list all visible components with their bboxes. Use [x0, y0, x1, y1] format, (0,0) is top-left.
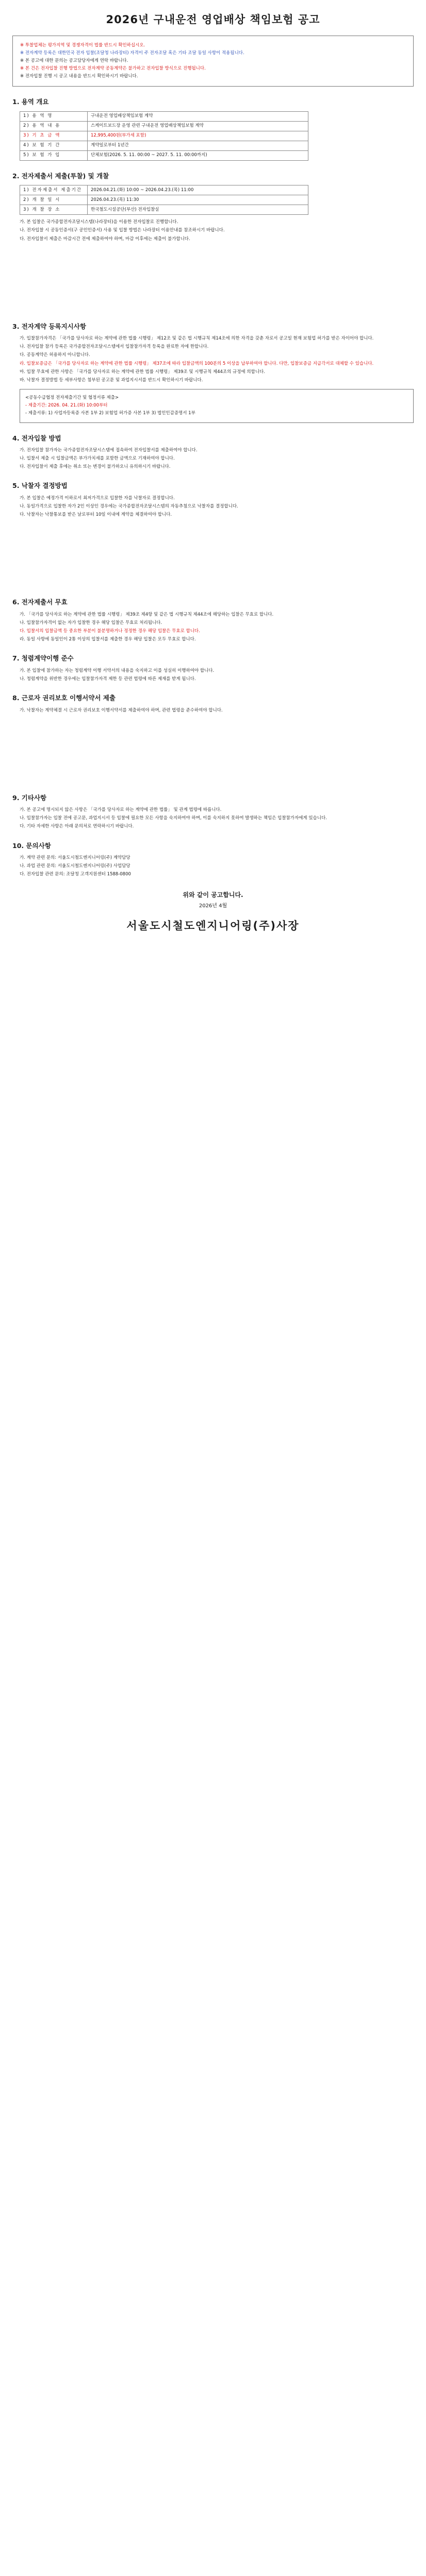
list-item: 나. 청렴계약을 위반한 경우에는 입찰참가자격 제한 등 관련 법령에 따른 제재를 받게 됩니다. — [20, 676, 196, 682]
list-item: 나. 동일가격으로 입찰한 자가 2인 이상인 경우에는 국가종합전자조달시스템의 자동추첨으로 낙찰자를 결정합니다. — [20, 504, 238, 510]
spacer — [0, 244, 426, 311]
page-title: 2026년 구내운전 영업배상 책임보험 공고 — [106, 13, 320, 26]
section-award — [12, 481, 414, 518]
spacer — [0, 520, 426, 587]
list-item: 다. 낙찰자는 낙찰통보를 받은 날로부터 10일 이내에 계약을 체결하여야 합니다. — [20, 512, 172, 518]
list-item: 가. 전자입찰 참가자는 국가종합전자조달시스템에 접속하여 전자입찰서를 제출하여야 합니다. — [20, 447, 198, 453]
row-value: 2026.04.23.(목) 11:30 — [88, 195, 308, 205]
consortium-box — [20, 389, 414, 423]
list-item: 가. 입찰참가자격은 「국가를 당사자로 하는 계약에 관한 법률 시행령」 제12조 및 같은 법 시행규칙 제14조에 의한 자격을 갖춘 자로서 공고일 현재 보험업 허가를 받은 자이어야 합니다. — [20, 336, 374, 342]
list-item: 라. 동일 사항에 동일인이 2통 이상의 입찰서를 제출한 경우 해당 입찰은 모두 무효로 합니다. — [20, 637, 196, 642]
row-key: 3) 개 찰 장 소 — [20, 205, 88, 215]
notice-line: ※ 본 공고에 대한 문의는 공고담당자에게 연락 바랍니다. — [20, 58, 128, 63]
list-item: 가. 본 공고에 명시되지 않은 사항은 「국가를 당사자로 하는 계약에 관한 법률」 및 관계 법령에 따릅니다. — [20, 807, 222, 813]
notice-line: ※ 전자계약 등록은 대한민국 전자 입찰(조달청 나라장터) 자격이 주 전자조달 혹은 기타 조달 동일 사항이 적용됩니다. — [20, 50, 244, 56]
section-body — [12, 447, 414, 471]
table-row — [20, 195, 308, 205]
list-item: 나. 전자입찰 참가 등록은 국가종합전자조달시스템에서 입찰참가자격 등록을 완료한 자에 한합니다. — [20, 344, 209, 350]
section-heading: 2. 전자제출서 제출(투찰) 및 개찰 — [12, 172, 109, 180]
signoff — [0, 890, 426, 934]
closing-statement: 위와 같이 공고합니다. — [183, 891, 243, 899]
row-value: 계약일로부터 1년간 — [88, 141, 308, 150]
row-key: 2) 용 역 내 용 — [20, 121, 88, 131]
notice-box — [12, 36, 414, 87]
row-value: 12,995,400원(부가세 포함) — [88, 131, 308, 141]
list-item: 다. 입찰서의 입찰금액 등 중요한 부분이 불분명하거나 정정한 경우 해당 입찰은 무효로 합니다. — [20, 629, 200, 634]
list-item: 가. 본 입찰에 참가하는 자는 청렴계약 이행 서약서의 내용을 숙지하고 이를 성실히 이행하여야 합니다. — [20, 668, 215, 673]
list-item: 나. 과업 관련 문의: 서울도시철도엔지니어링(주) 사업담당 — [20, 863, 130, 869]
section-heading: 9. 기타사항 — [12, 793, 47, 802]
list-item: 가. 낙찰자는 계약체결 시 근로자 권리보호 이행서약서를 제출하여야 하며, 관련 법령을 준수하여야 합니다. — [20, 707, 223, 713]
table-row — [20, 111, 308, 121]
list-item: 다. 전자입찰서 제출은 마감시간 전에 제출하여야 하며, 마감 이후에는 제출이 불가합니다. — [20, 236, 190, 242]
list-item: 가. 본 입찰은 국가종합전자조달시스템(나라장터)을 이용한 전자입찰로 진행합니다. — [20, 219, 178, 225]
announcement-date: 2026년 4월 — [199, 903, 227, 909]
section-heading: 8. 근로자 권리보호 이행서약서 제출 — [12, 694, 116, 702]
section-integrity — [12, 653, 414, 683]
row-value: 2026.04.21.(화) 10:00 ~ 2026.04.23.(목) 11:00 — [88, 185, 308, 195]
section-heading: 5. 낙찰자 결정방법 — [12, 482, 68, 490]
row-key: 1) 전자제출서 제출기간 — [20, 185, 88, 195]
row-key: 2) 개 찰 일 시 — [20, 195, 88, 205]
list-item: 다. 전자입찰서 제출 후에는 취소 또는 변경이 불가하오니 유의하시기 바랍니다. — [20, 464, 171, 470]
section-body — [12, 807, 414, 831]
list-item: 다. 전자입찰 관련 문의: 조달청 고객지원센터 1588-0800 — [20, 872, 131, 877]
row-key: 3) 기 초 금 액 — [20, 131, 88, 141]
section-heading: 1. 용역 개요 — [12, 98, 49, 106]
box-title: <공동수급협정 전자제출기간 및 협정서류 제출> — [25, 395, 119, 401]
table-row — [20, 131, 308, 141]
box-line: - 제출서류: 1) 사업자등록증 사본 1부 2) 보험업 허가증 사본 1부 3) 법인인감증명서 1부 — [25, 411, 195, 416]
section-body — [12, 219, 414, 243]
row-value: 구내운전 영업배상책임보험 계약 — [88, 111, 308, 121]
section-worker-rights — [12, 693, 414, 714]
row-value: 스케이트보드장 운영 관련 구내운전 영업배상책임보험 계약 — [88, 121, 308, 131]
section-body — [12, 335, 414, 384]
row-key: 1) 용 역 명 — [20, 111, 88, 121]
bid-schedule-table — [20, 185, 308, 215]
list-item: 마. 입찰 무효에 관한 사항은 「국가를 당사자로 하는 계약에 관한 법률 시행령」 제39조 및 시행규칙 제44조의 규정에 의합니다. — [20, 369, 265, 375]
section-registration — [12, 321, 414, 384]
table-row — [20, 150, 308, 160]
list-item: 나. 입찰참가자는 입찰 전에 공고문, 과업지시서 등 입찰에 필요한 모든 사항을 숙지하여야 하며, 이를 숙지하지 못하여 발생하는 책임은 입찰참가자에게 있습니다. — [20, 816, 327, 821]
table-row — [20, 205, 308, 215]
list-item: 바. 낙찰자 결정방법 등 세부사항은 첨부된 공고문 및 과업지시서를 반드시 확인하시기 바랍니다. — [20, 377, 203, 383]
list-item: 나. 전자입찰 시 공동인증서(구 공인인증서) 사용 및 입찰 방법은 나라장터 이용안내를 참조하시기 바랍니다. — [20, 228, 225, 233]
section-body — [12, 855, 414, 878]
table-row — [20, 141, 308, 150]
section-overview — [12, 97, 414, 160]
spacer — [0, 716, 426, 783]
row-value: 단체보험(2026. 5. 11. 00:00 ~ 2027. 5. 11. 00:00까지) — [88, 150, 308, 160]
section-invalid — [12, 597, 414, 643]
section-body — [12, 495, 414, 519]
row-value: 한국철도시설공단(부산) 전자입찰실 — [88, 205, 308, 215]
list-item: 가. 계약 관련 문의: 서울도시철도엔지니어링(주) 계약담당 — [20, 855, 130, 860]
list-item: 라. 입찰보증금은 「국가를 당사자로 하는 계약에 관한 법률 시행령」 제37조에 따라 입찰금액의 100분의 5 이상을 납부하여야 합니다. 다만, 입찰보증금 지급각서로 대체할 수 있습니다. — [20, 361, 374, 366]
notice-line: ※ 본 건은 전자입찰 진행 방법으로 전자계약 공동계약은 불가하고 전자입찰 방식으로 진행됩니다. — [20, 66, 206, 72]
section-heading: 7. 청렴계약이행 준수 — [12, 654, 74, 663]
box-line: - 제출기간: 2026. 04. 21.(화) 10:00부터 — [25, 403, 108, 409]
notice-line: ※ 투찰업체는 평가지역 및 경쟁자격이 법률 반드시 확인하십시오. — [20, 42, 145, 48]
section-body — [12, 668, 414, 683]
list-item: 가. 본 입찰은 예정가격 이하로서 최저가격으로 입찰한 자를 낙찰자로 결정합니다. — [20, 495, 175, 501]
list-item: 다. 공동계약은 허용하지 아니합니다. — [20, 352, 90, 358]
issuer-name: 서울도시철도엔지니어링(주)사장 — [126, 919, 300, 932]
list-item: 다. 기타 자세한 사항은 아래 문의처로 연락하시기 바랍니다. — [20, 824, 134, 829]
table-row — [20, 185, 308, 195]
list-item: 가. 「국가를 당사자로 하는 계약에 관한 법률 시행령」 제39조 제4항 및 같은 법 시행규칙 제44조에 해당하는 입찰은 무효로 합니다. — [20, 612, 274, 617]
section-bid-submission — [12, 171, 414, 243]
section-bid-method — [12, 433, 414, 471]
section-heading: 6. 전자제출서 무효 — [12, 598, 68, 606]
row-key: 5) 보 험 가 입 — [20, 150, 88, 160]
section-body — [12, 707, 414, 714]
notice-line: ※ 전자입찰 진행 시 공고 내용을 반드시 확인하시기 바랍니다. — [20, 74, 138, 79]
section-body — [12, 612, 414, 643]
table-row — [20, 121, 308, 131]
section-heading: 4. 전자입찰 방법 — [12, 434, 61, 442]
section-heading: 3. 전자계약 등록지시사항 — [12, 322, 86, 330]
list-item: 나. 입찰참가자격이 없는 자가 입찰한 경우 해당 입찰은 무효로 처리됩니다. — [20, 620, 162, 625]
overview-table — [20, 111, 308, 161]
section-contact — [12, 841, 414, 878]
list-item: 나. 입찰서 제출 시 입찰금액은 부가가치세를 포함한 금액으로 기재하여야 합니다. — [20, 456, 175, 462]
section-heading: 10. 문의사항 — [12, 841, 51, 850]
section-misc — [12, 793, 414, 831]
row-key: 4) 보 험 기 간 — [20, 141, 88, 150]
